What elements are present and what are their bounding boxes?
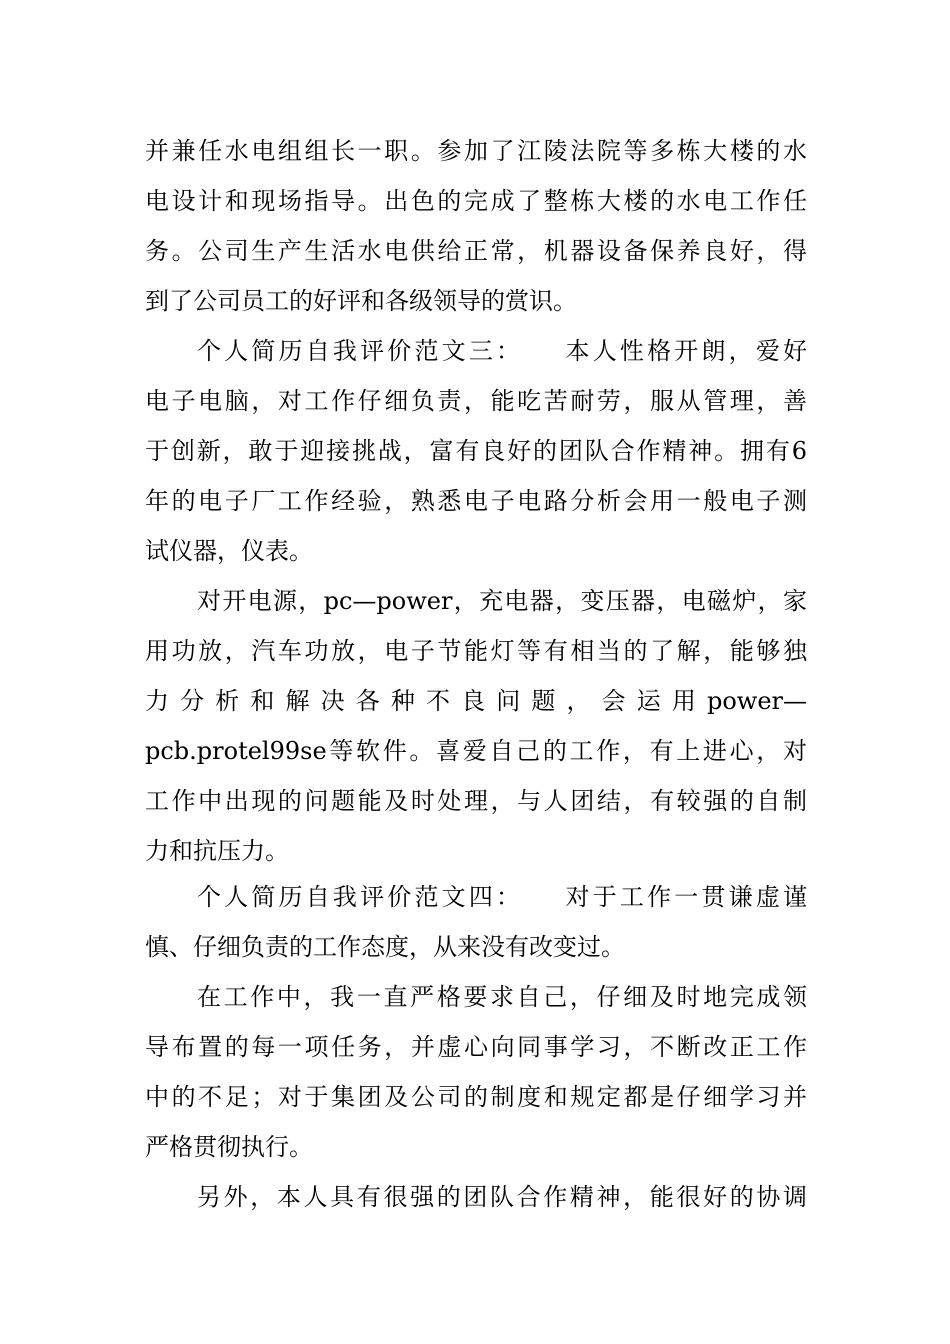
text-line: pcb.protel99se等软件。喜爱自己的工作，有上进心，对 — [145, 737, 807, 765]
text-line: 于创新，敢于迎接挑战，富有良好的团队合作精神。拥有6 — [145, 437, 807, 465]
text-line: 严格贯彻执行。 — [145, 1133, 313, 1161]
section-heading-3: 个人简历自我评价范文三： 本人性格开朗，爱好 — [197, 337, 807, 365]
text-line: 电子电脑，对工作仔细负责，能吃苦耐劳，服从管理，善 — [145, 387, 807, 415]
text-line: 工作中出现的问题能及时处理，与人团结，有较强的自制 — [145, 787, 807, 815]
text-line: 对开电源，pc—power，充电器，变压器，电磁炉，家 — [197, 587, 807, 615]
text-line: 电设计和现场指导。出色的完成了整栋大楼的水电工作任 — [145, 187, 807, 215]
section-heading-4: 个人简历自我评价范文四： 对于工作一贯谦虚谨 — [197, 883, 807, 911]
text-line: 并兼任水电组组长一职。参加了江陵法院等多栋大楼的水 — [145, 137, 807, 165]
text-line: 导布置的每一项任务，并虚心向同事学习，不断改正工作 — [145, 1033, 807, 1061]
text-line: 另外，本人具有很强的团队合作精神，能很好的协调 — [197, 1183, 807, 1211]
text-line: 力分析和解决各种不良问题，会运用power— — [145, 687, 807, 715]
text-line: 用功放，汽车功放，电子节能灯等有相当的了解，能够独 — [145, 637, 807, 665]
text-line: 务。公司生产生活水电供给正常，机器设备保养良好，得 — [145, 237, 807, 265]
text-line: 年的电子厂工作经验，熟悉电子电路分析会用一般电子测 — [145, 487, 807, 515]
text-line: 中的不足；对于集团及公司的制度和规定都是仔细学习并 — [145, 1083, 807, 1111]
text-line: 慎、仔细负责的工作态度，从来没有改变过。 — [145, 933, 625, 961]
text-line: 力和抗压力。 — [145, 837, 289, 865]
text-line: 试仪器，仪表。 — [145, 537, 313, 565]
text-line: 在工作中，我一直严格要求自己，仔细及时地完成领 — [197, 983, 807, 1011]
text-line: 到了公司员工的好评和各级领导的赏识。 — [145, 287, 577, 315]
